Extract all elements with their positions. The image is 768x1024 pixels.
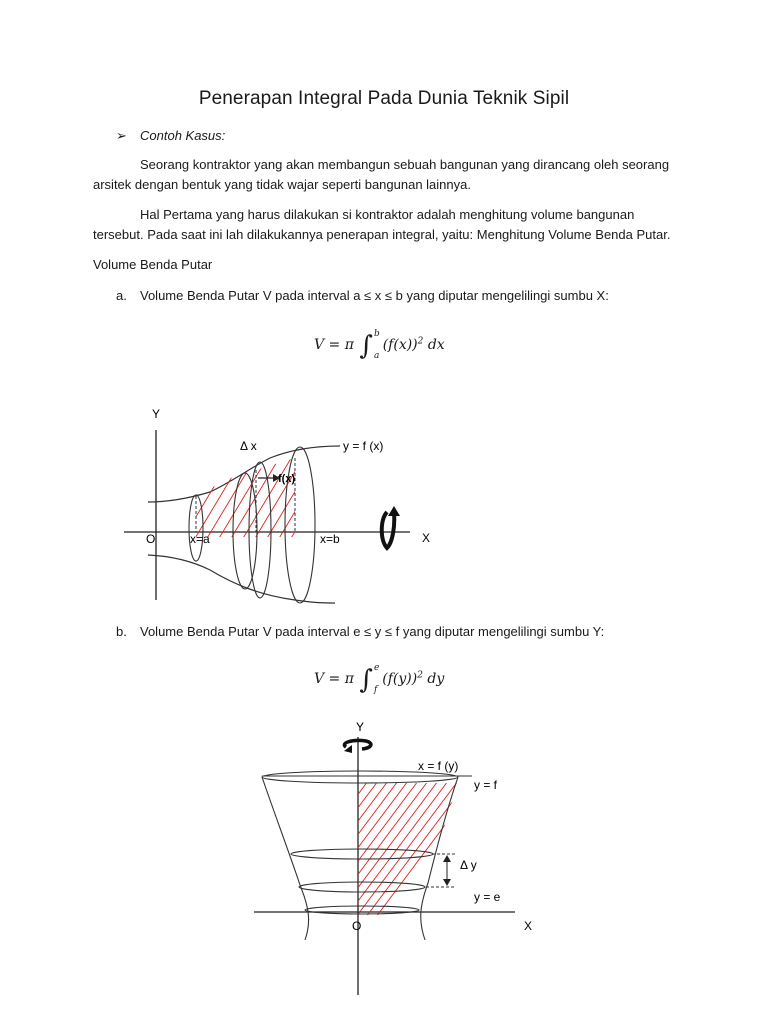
figure-a-disk-b <box>285 447 315 603</box>
figure-a-axis-y-label: Y <box>152 407 161 421</box>
figure-a-diagram <box>110 400 450 610</box>
formula-b-lhs: V = π <box>314 671 354 687</box>
formula-b <box>314 660 444 696</box>
figure-b-axis-y-label: Y <box>356 720 365 734</box>
section-heading: Volume Benda Putar <box>93 257 213 272</box>
figure-a-start-label: x=a <box>190 532 210 546</box>
page-title: Penerapan Integral Pada Dunia Teknik Sipil <box>198 88 570 109</box>
formula-a <box>314 326 445 362</box>
item-a-marker: a. <box>116 288 127 303</box>
figure-a-curve-label: y = f (x) <box>343 439 384 453</box>
paragraph-1-line-1: Seorang kontraktor yang akan membangun sebuah bangunan yang dirancang oleh seorang <box>140 157 670 172</box>
figure-a-axis-x-label: X <box>422 531 431 545</box>
figure-a-delta-label: Δ x <box>240 439 257 453</box>
rotation-arrow-icon <box>382 512 394 548</box>
integral-sign-icon: ∫ <box>359 331 373 361</box>
integral-sign-icon: ∫ <box>359 665 373 695</box>
figure-b-delta-label: Δ y <box>460 858 477 872</box>
formula-b-power: 2 <box>417 670 423 681</box>
figure-b-left-curve <box>262 777 309 940</box>
paragraph-1-line-2: arsitek dengan bentuk yang tidak wajar seperti bangunan lainnya. <box>93 177 471 192</box>
formula-a-integrand: (f(x)) <box>382 337 418 353</box>
item-b-marker: b. <box>116 624 127 639</box>
formula-a-lower: a <box>373 351 380 361</box>
figure-a-disk-2 <box>233 473 257 589</box>
figure-b-curve-label: x = f (y) <box>418 759 459 773</box>
figure-b-axis-x-label: X <box>524 919 533 933</box>
formula-b-differential: dy <box>427 671 445 687</box>
figure-b-origin-label: O <box>352 919 362 933</box>
figure-b-diagram <box>240 715 550 1000</box>
figure-b-delta-arrow-up-icon <box>443 855 451 862</box>
item-b-text: Volume Benda Putar V pada interval e ≤ y ≤ f yang diputar mengelilingi sumbu Y: <box>140 624 605 639</box>
figure-b-bottom-label: y = e <box>474 890 501 904</box>
paragraph-2-line-2: tersebut. Pada saat ini lah dilakukannya penerapan integral, yaitu: Menghitung Volume Benda Putar. <box>93 227 671 242</box>
figure-a-end-label: x=b <box>320 532 340 546</box>
item-a-text: Volume Benda Putar V pada interval a ≤ x ≤ b yang diputar mengelilingi sumbu X: <box>140 288 609 303</box>
formula-b-upper: e <box>373 663 380 673</box>
formula-a-upper: b <box>373 329 380 339</box>
formula-b-integrand: (f(y)) <box>382 671 418 687</box>
formula-a-lhs: V = π <box>314 337 354 353</box>
bullet-text: Contoh Kasus: <box>140 128 226 143</box>
figure-a-fx-label: f(x) <box>278 473 296 485</box>
paragraph-2-line-1: Hal Pertama yang harus dilakukan si kontraktor adalah menghitung volume bangunan <box>140 207 635 222</box>
bullet-arrow-icon: ➢ <box>116 128 127 143</box>
formula-a-power: 2 <box>417 336 424 347</box>
figure-b-right-curve <box>421 777 458 940</box>
figure-b-delta-arrow-down-icon <box>443 879 451 886</box>
figure-a-origin-label: O <box>146 532 156 546</box>
formula-b-lower: f <box>373 685 378 695</box>
figure-b-top-label: y = f <box>474 778 498 792</box>
formula-a-differential: dx <box>427 337 445 353</box>
